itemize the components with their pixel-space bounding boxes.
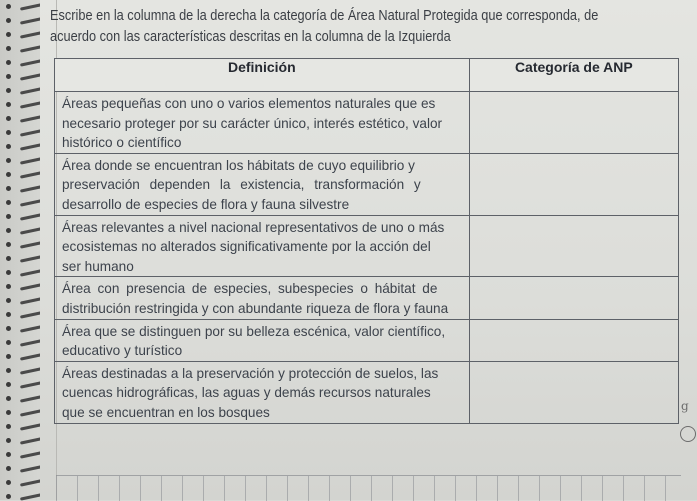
binding-hole [6, 102, 11, 107]
definition-cell [55, 319, 470, 361]
binding-hole [6, 18, 11, 23]
binding-hole [6, 32, 11, 37]
binding-hole [6, 438, 11, 443]
binding-hole [6, 88, 11, 93]
table-row [55, 92, 679, 154]
table-row [55, 277, 679, 319]
table-row [55, 361, 679, 423]
definition-line: Área donde se encuentran los hábitats de cuyo equilibrio y [62, 157, 415, 173]
binding-hole [6, 424, 11, 429]
pencil-mark [680, 426, 696, 442]
binding-hole [6, 270, 11, 275]
binding-hole [6, 46, 11, 51]
binding-hole [6, 298, 11, 303]
binding-hole [6, 256, 11, 261]
header-category: Categoría de ANP [469, 59, 678, 92]
definition-line: distribución restringida y con abundante riqueza de flora y fauna [62, 300, 449, 316]
definition-line: histórico o científico [62, 135, 182, 151]
definition-line: ecosistemas no alterados significativamente por la acción del [62, 239, 431, 255]
binding-hole [6, 284, 11, 289]
category-answer-cell[interactable] [469, 215, 678, 277]
pencil-scribble: g [681, 399, 689, 413]
instructions-line-2: acuerdo con las características descritas en la columna de la Izquierda [50, 29, 451, 45]
binding-hole [6, 116, 11, 121]
table-row [55, 215, 679, 277]
binding-hole [6, 130, 11, 135]
definition-cell [55, 215, 470, 277]
anp-table [54, 58, 679, 424]
binding-hole [6, 382, 11, 387]
binding-hole [6, 354, 11, 359]
definition-line: Áreas destinadas a la preservación y protección de suelos, las [62, 365, 439, 381]
category-answer-cell[interactable] [469, 361, 678, 423]
definition-line: que se encuentran en los bosques [62, 404, 270, 420]
definition-line: cuencas hidrográficas, las aguas y demás recursos naturales [62, 385, 431, 401]
table-row [55, 319, 679, 361]
binding-hole [6, 214, 11, 219]
definition-cell [55, 92, 470, 154]
binding-hole [6, 228, 11, 233]
definition-line: Área con presencia de especies, subespecies o hábitat de [62, 281, 438, 297]
definition-line: necesario proteger por su carácter único, interés estético, valor [62, 115, 443, 131]
definition-line: preservación dependen la existencia, transformación y [62, 177, 421, 193]
category-answer-cell[interactable] [469, 319, 678, 361]
binding-hole [6, 158, 11, 163]
binding-hole [6, 242, 11, 247]
binding-hole [6, 480, 11, 485]
definition-cell [55, 153, 470, 215]
binding-hole [6, 368, 11, 373]
binding-hole [6, 60, 11, 65]
category-answer-cell[interactable] [469, 92, 678, 154]
definition-line: Áreas relevantes a nivel nacional representativos de uno o más [62, 219, 445, 235]
binding-hole [6, 452, 11, 457]
definition-line: Área que se distinguen por su belleza escénica, valor científico, [62, 323, 446, 339]
binding-hole [6, 172, 11, 177]
binding-hole [6, 74, 11, 79]
binding-hole [6, 144, 11, 149]
definition-line: desarrollo de especies de flora y fauna silvestre [62, 196, 350, 212]
instructions-line-1: Escribe en la columna de la derecha la categoría de Área Natural Protegida que corresponda, de [50, 8, 599, 24]
binding-hole [6, 200, 11, 205]
binding-hole [6, 312, 11, 317]
definition-line: ser humano [62, 258, 134, 274]
definition-line: educativo y turístico [62, 343, 183, 359]
instructions [50, 6, 613, 48]
binding-hole [6, 466, 11, 471]
binding-hole [6, 326, 11, 331]
table-header-row [55, 59, 679, 92]
table-row [55, 153, 679, 215]
category-answer-cell[interactable] [469, 153, 678, 215]
binding-hole [6, 340, 11, 345]
definition-cell [55, 277, 470, 319]
binding-hole [6, 396, 11, 401]
notebook-grid [56, 475, 681, 501]
binding-hole [6, 410, 11, 415]
definition-line: Áreas pequeñas con uno o varios elementos naturales que es [62, 96, 436, 111]
binding-hole [6, 4, 11, 9]
binding-hole [6, 494, 11, 499]
definition-cell [55, 361, 470, 423]
binding-hole [6, 186, 11, 191]
header-definition: Definición [55, 59, 470, 92]
category-answer-cell[interactable] [469, 277, 678, 319]
